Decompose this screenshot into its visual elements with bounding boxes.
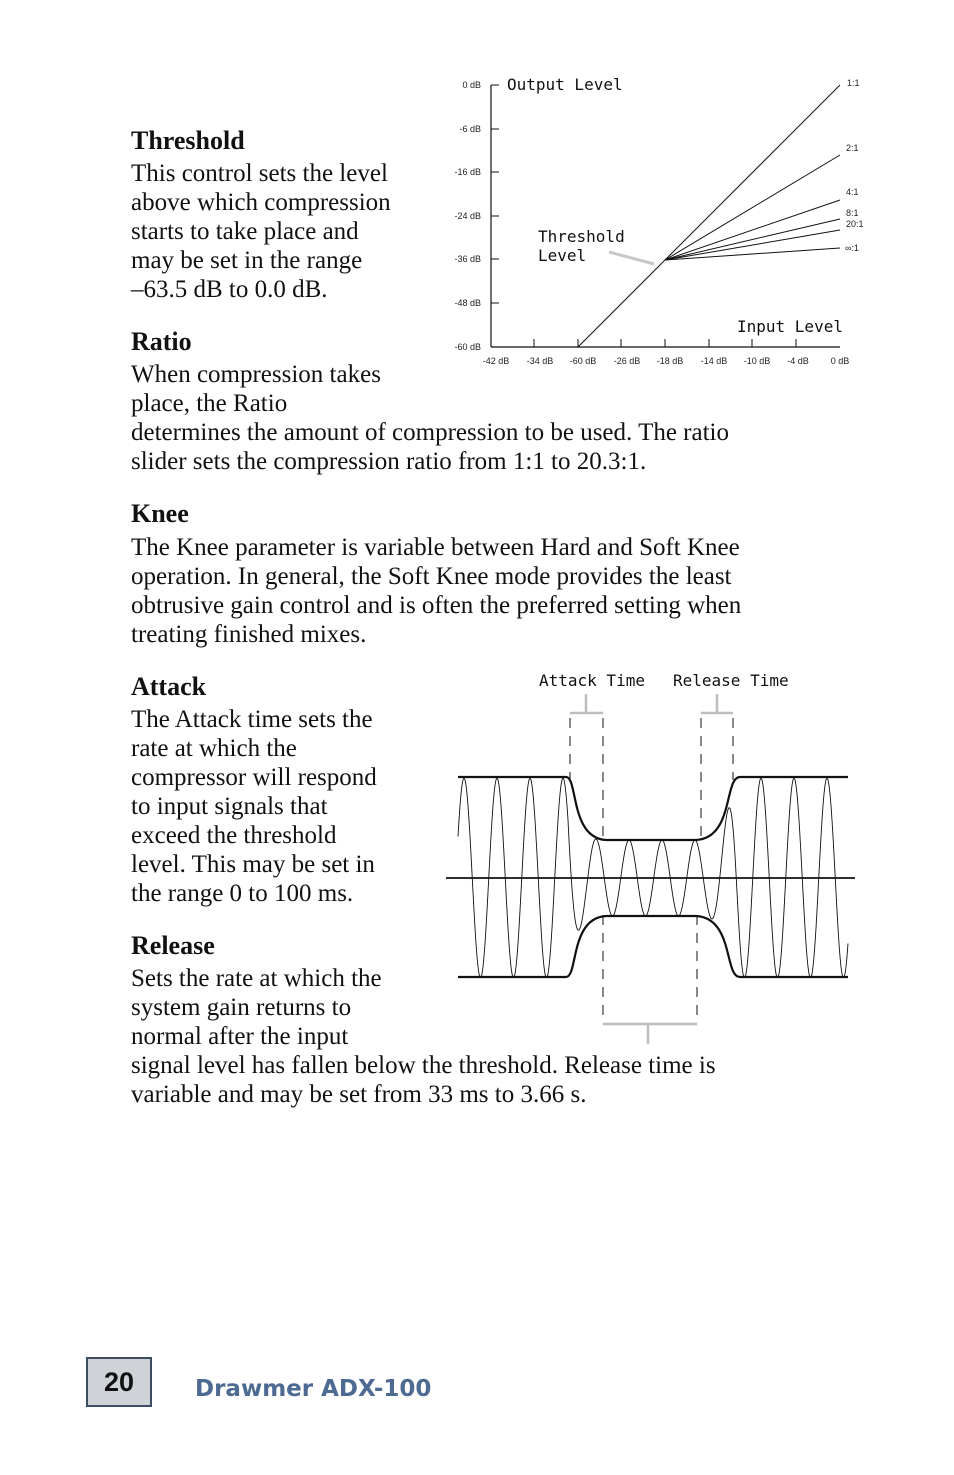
y-tick-label: -24 dB bbox=[454, 211, 481, 221]
ratio-label: 4:1 bbox=[846, 187, 859, 197]
x-tick-label: -10 dB bbox=[743, 356, 771, 366]
y-tick-label: -60 dB bbox=[454, 342, 481, 352]
y-tick-label: -16 dB bbox=[454, 167, 481, 177]
release-line: Sets the rate at which the bbox=[131, 965, 382, 992]
page-number: 20 bbox=[103, 1366, 135, 1397]
ratio-line: slider sets the compression ratio from 1:1 to 20.3:1. bbox=[131, 448, 647, 475]
knee-line: treating finished mixes. bbox=[131, 621, 367, 648]
ratio-line-8-1 bbox=[665, 219, 840, 260]
x-tick-label: -34 dB bbox=[526, 356, 554, 366]
attack-line: compressor will respond bbox=[131, 764, 377, 791]
ratio-line: When compression takes bbox=[131, 361, 381, 388]
x-tick-label: -18 dB bbox=[656, 356, 684, 366]
threshold-heading: Threshold bbox=[131, 126, 245, 155]
knee-line: The Knee parameter is variable between Hard and Soft Knee bbox=[131, 534, 740, 561]
attack-line: exceed the threshold bbox=[131, 822, 337, 849]
attack-line: to input signals that bbox=[131, 793, 328, 820]
knee-line: obtrusive gain control and is often the preferred setting when bbox=[131, 592, 742, 619]
footer-title: Drawmer ADX-100 bbox=[195, 1376, 432, 1402]
threshold-line: above which compression bbox=[131, 189, 391, 216]
x-tick-label: -60 dB bbox=[569, 356, 597, 366]
x-tick-label: 0 dB bbox=[830, 356, 850, 366]
threshold-line: This control sets the level bbox=[131, 160, 388, 187]
attack-text bbox=[131, 705, 377, 908]
threshold-line: –63.5 dB to 0.0 dB. bbox=[131, 276, 328, 303]
threshold-text bbox=[131, 159, 391, 304]
input-level-label: Input Level bbox=[737, 317, 843, 336]
ratio-label: ∞:1 bbox=[845, 243, 859, 253]
x-tick-label: -4 dB bbox=[787, 356, 809, 366]
x-tick-label: -42 dB bbox=[482, 356, 510, 366]
attack-time-label: Attack Time bbox=[539, 671, 645, 690]
threshold-level-label: Threshold bbox=[538, 227, 625, 246]
ratio-line-1-1 bbox=[665, 85, 840, 260]
ratio-label: 2:1 bbox=[846, 143, 859, 153]
threshold-level-label: Level bbox=[538, 246, 587, 265]
threshold-line: may be set in the range bbox=[131, 247, 363, 274]
y-tick-label: -6 dB bbox=[459, 124, 481, 134]
ratio-heading: Ratio bbox=[131, 327, 192, 356]
threshold-pointer bbox=[609, 252, 654, 264]
x-tick-label: -14 dB bbox=[700, 356, 728, 366]
release-line: normal after the input bbox=[131, 1023, 349, 1050]
ratio-label: 20:1 bbox=[846, 219, 864, 229]
threshold-line: starts to take place and bbox=[131, 218, 359, 245]
release-line: system gain returns to bbox=[131, 994, 352, 1021]
upper-envelope bbox=[458, 777, 848, 840]
transfer-lines bbox=[578, 85, 840, 347]
ratio-line: place, the Ratio bbox=[131, 390, 288, 417]
page-number-box bbox=[86, 1357, 152, 1407]
attack-line: level. This may be set in bbox=[131, 851, 375, 878]
release-heading: Release bbox=[131, 931, 215, 960]
ratio-line-20-1 bbox=[665, 230, 840, 260]
ratio-line-4-1 bbox=[665, 200, 840, 260]
audio-waveform bbox=[458, 778, 848, 978]
release-text bbox=[131, 964, 716, 1109]
knee-line: operation. In general, the Soft Knee mode provides the least bbox=[131, 563, 732, 590]
release-line: variable and may be set from 33 ms to 3.66 s. bbox=[131, 1081, 587, 1108]
unity-segment bbox=[578, 260, 665, 347]
release-time-label: Release Time bbox=[673, 671, 789, 690]
attack-heading: Attack bbox=[131, 672, 207, 701]
attack-line: the range 0 to 100 ms. bbox=[131, 880, 354, 907]
ratio-line-inf-1 bbox=[665, 248, 840, 260]
ratio-label: 8:1 bbox=[846, 208, 859, 218]
output-level-label: Output Level bbox=[507, 75, 623, 94]
y-tick-label: -48 dB bbox=[454, 298, 481, 308]
ratio-line-2-1 bbox=[665, 155, 840, 260]
ratio-text bbox=[131, 360, 729, 476]
y-tick-label: -36 dB bbox=[454, 254, 481, 264]
top-brackets bbox=[570, 694, 733, 713]
knee-heading: Knee bbox=[131, 499, 189, 528]
y-ticks bbox=[454, 80, 499, 352]
y-tick-label: 0 dB bbox=[462, 80, 481, 90]
attack-line: rate at which the bbox=[131, 735, 297, 762]
attack-line: The Attack time sets the bbox=[131, 706, 373, 733]
ratio-line: determines the amount of compression to be used. The ratio bbox=[131, 419, 729, 446]
x-tick-label: -26 dB bbox=[613, 356, 641, 366]
knee-text bbox=[131, 533, 741, 649]
release-line: signal level has fallen below the threshold. Release time is bbox=[131, 1052, 716, 1079]
ratio-label: 1:1 bbox=[847, 78, 860, 88]
